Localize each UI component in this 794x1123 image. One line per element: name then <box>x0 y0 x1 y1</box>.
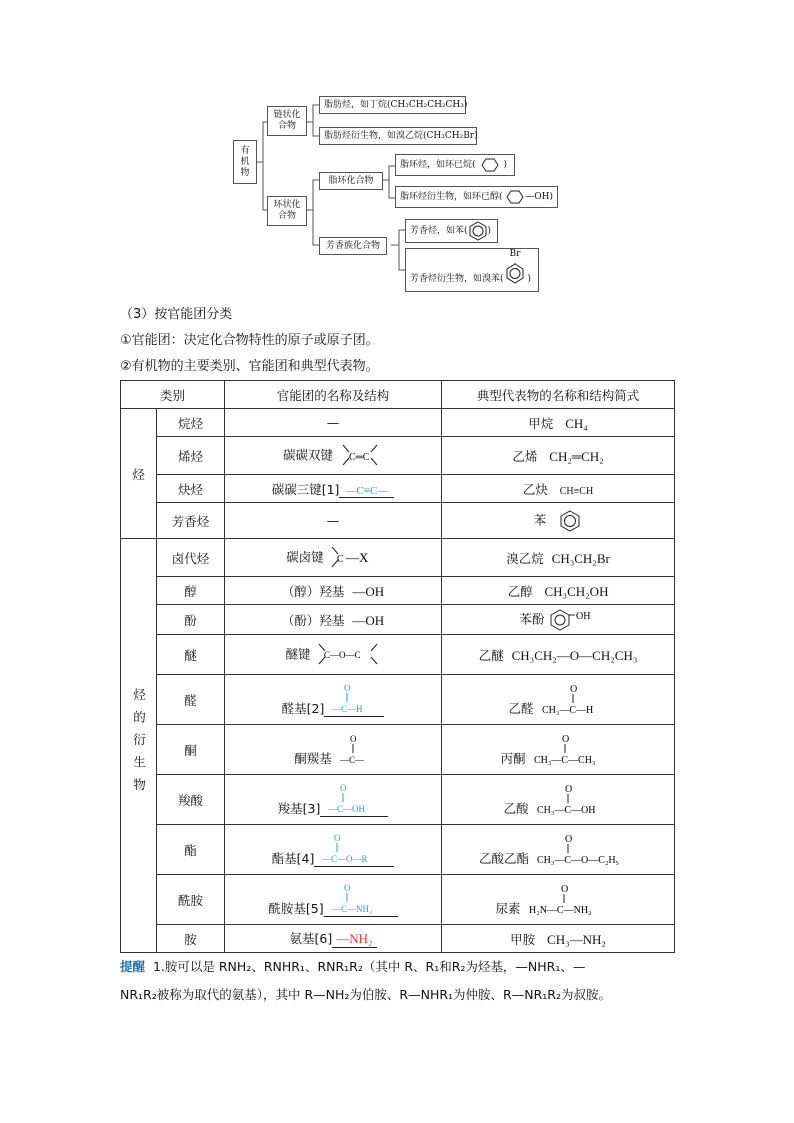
class-cell: 醇 <box>157 577 225 605</box>
rep-cell: 甲胺 CH₃—NH₂ <box>442 925 675 953</box>
class-cell: 酯 <box>157 825 225 875</box>
table-header: 官能团的名称及结构 <box>225 381 442 409</box>
fg-answer: —NH₂ <box>332 931 376 948</box>
svg-text:O: O <box>569 683 577 695</box>
tree-chain-item: 脂肪烃衍生物，如溴乙烷(CH₃CH₂Br) <box>319 127 477 145</box>
class-cell: 炔烃 <box>157 475 225 503</box>
svg-text:O: O <box>561 733 569 745</box>
fg-answer: —C—O—R <box>322 854 368 864</box>
class-cell: 醚 <box>157 635 225 675</box>
table-row <box>121 475 675 503</box>
ketone-structure <box>336 733 372 767</box>
tree-root: 有机物 <box>233 140 257 184</box>
class-cell: 酚 <box>157 605 225 635</box>
class-cell: 酰胺 <box>157 875 225 925</box>
rep-cell: 乙酸乙酯 O CH₃—C—O—C₂H₅ <box>442 825 675 875</box>
rep-cell: 苯酚 OH <box>442 605 675 635</box>
svg-text:O: O <box>560 883 568 895</box>
note-label: 提醒 <box>120 959 146 974</box>
double-bond-structure <box>337 441 383 471</box>
class-cell: 醛 <box>157 675 225 725</box>
note-line: NR₁R₂被称为取代的氨基），其中 R—NH₂为伯胺、R—NHR₁为仲胺、R—NR₁R₂为叔胺。 <box>120 987 611 1002</box>
rep-cell: 丙酮 O CH₃—C—CH₃ <box>442 725 675 775</box>
fg-cell: — <box>225 409 442 437</box>
rep-structure-text: CH₃—C—OH <box>536 804 596 816</box>
table-header: 典型代表物的名称和结构简式 <box>442 381 675 409</box>
fg-cell: （酚）羟基 —OH <box>225 605 442 635</box>
tree-chain-label: 链状化合物 <box>267 106 307 136</box>
class-cell: 烷烃 <box>157 409 225 437</box>
section-line: ①官能团：决定化合物特性的原子或原子团。 <box>120 333 379 348</box>
table-row <box>121 725 675 775</box>
rep-cell: 乙烯 CH₂═CH₂ <box>442 437 675 475</box>
tree-alicyclic-label: 脂环化合物 <box>319 172 383 190</box>
table-row <box>121 605 675 635</box>
rep-cell: 乙醛 O CH₃—C—H <box>442 675 675 725</box>
fg-cell: 碳碳双键 C═C <box>225 437 442 475</box>
class-cell: 酮 <box>157 725 225 775</box>
tree-alicyclic-item: 脂环烃衍生物，如环已醇( —OH) <box>395 186 558 208</box>
class-cell: 烯烃 <box>157 437 225 475</box>
fg-answer: —C—OH <box>328 804 366 814</box>
svg-text:O: O <box>564 783 572 795</box>
rep-structure-text: H₂N—C—NH₂ <box>528 904 592 916</box>
acetaldehyde-structure <box>538 683 608 717</box>
fg-cell: 醚键 C—O—C <box>225 635 442 675</box>
class-cell: 卤代烃 <box>157 539 225 577</box>
table-row <box>121 539 675 577</box>
ester-structure <box>318 832 390 866</box>
fg-cell: 碳卤键 C —X <box>225 539 442 577</box>
ether-structure <box>315 640 381 670</box>
rep-cell: 乙酸 O CH₃—C—OH <box>442 775 675 825</box>
bromobenzene-icon <box>504 263 526 285</box>
tree-aromatic-label: 芳香族化合物 <box>319 237 387 255</box>
svg-text:O: O <box>565 833 573 845</box>
fg-structure-text: —C— <box>339 754 364 765</box>
class-cell: 胺 <box>157 925 225 953</box>
urea-structure <box>525 883 621 917</box>
rep-cell: 尿素 O H₂N—C—NH₂ <box>442 875 675 925</box>
rep-cell: 甲烷 CH₄ <box>442 409 675 437</box>
group-label: 烃 <box>121 409 157 539</box>
table-header: 类别 <box>121 381 225 409</box>
rep-structure-text: CH₃—C—O—C₂H₅ <box>537 854 620 866</box>
acetic-acid-structure <box>533 783 613 817</box>
table-row <box>121 635 675 675</box>
fg-answer: —C—H <box>332 704 363 714</box>
class-cell: 芳香烃 <box>157 503 225 539</box>
fg-answer: —C—NH₂ <box>331 904 372 914</box>
fg-cell: （醇）羟基 —OH <box>225 577 442 605</box>
ethyl-acetate-structure <box>533 833 637 867</box>
fg-cell: 碳碳三键[1] —C≡C— <box>225 475 442 503</box>
tree-ring-label: 环状化合物 <box>267 196 307 226</box>
svg-text:O: O <box>343 883 351 893</box>
table-row <box>121 925 675 953</box>
rep-structure-text: CH₃—C—H <box>541 704 593 716</box>
table-row <box>121 503 675 539</box>
rep-structure-text: OH <box>575 610 590 622</box>
table-row <box>121 875 675 925</box>
svg-text:O: O <box>340 783 347 793</box>
cyclohexane-icon <box>476 157 504 173</box>
fg-cell: 酮羰基 O —C— <box>225 725 442 775</box>
benzene-icon <box>468 221 488 241</box>
note-line: 提醒 1.胺可以是 RNH₂、RNHR₁、RNR₁R₂（其中 R、R₁和R₂为烃基，—NHR₁、— <box>120 959 586 974</box>
tree-aromatic-item: 芳香烃衍生物，如溴苯( Br ) <box>405 248 539 292</box>
table-row <box>121 409 675 437</box>
phenol-structure <box>549 608 597 632</box>
table-row <box>121 775 675 825</box>
svg-text:C: C <box>336 553 344 565</box>
fg-structure-text: C═C <box>349 451 370 463</box>
table-row <box>121 825 675 875</box>
rep-cell: 乙炔 CH≡CH <box>442 475 675 503</box>
benzene-icon <box>558 509 582 533</box>
fg-structure-text: —X <box>345 549 369 565</box>
class-cell: 羧酸 <box>157 775 225 825</box>
rep-structure-text: CH₃—C—CH₃ <box>533 754 595 766</box>
rep-cell: 乙醚 CH₃CH₂—O—CH₂CH₃ <box>442 635 675 675</box>
amide-structure <box>328 882 394 916</box>
rep-cell: 溴乙烷 CH₃CH₂Br <box>442 539 675 577</box>
tree-alicyclic-item: 脂环烃，如环已烷( ) <box>395 154 515 176</box>
acetone-structure <box>530 733 616 767</box>
svg-text:O: O <box>334 833 341 843</box>
rep-cell: 苯 <box>442 503 675 539</box>
fg-answer: —C≡C— <box>339 485 394 498</box>
svg-text:O: O <box>344 683 351 693</box>
fg-cell: 氨基[6] —NH₂ <box>225 925 442 953</box>
fg-cell: 酯基[4] O —C—O—R <box>225 825 442 875</box>
carboxyl-structure <box>324 782 384 816</box>
aldehyde-structure <box>328 682 380 716</box>
table-row <box>121 577 675 605</box>
carbon-halogen-structure <box>328 543 380 573</box>
tree-aromatic-item: 芳香烃，如苯( ) <box>405 219 498 243</box>
table-row <box>121 437 675 475</box>
rep-cell: 乙醇 CH₃CH₂OH <box>442 577 675 605</box>
group-label: 烃的衍生物 <box>121 539 157 953</box>
svg-text:O: O <box>349 733 357 744</box>
table-row <box>121 675 675 725</box>
cyclohexanol-ring-icon <box>503 189 526 205</box>
section-heading: （3）按官能团分类 <box>120 307 233 322</box>
fg-structure-text: C—O—C <box>323 649 361 660</box>
fg-cell: 羧基[3] O —C—OH <box>225 775 442 825</box>
fg-cell: 醛基[2] O —C—H <box>225 675 442 725</box>
tree-chain-item: 脂肪烃，如丁烷(CH₃CH₂CH₂CH₃) <box>319 96 466 114</box>
section-line: ②有机物的主要类别、官能团和典型代表物。 <box>120 359 379 374</box>
fg-cell: 酰胺基[5] O —C—NH₂ <box>225 875 442 925</box>
functional-group-table <box>120 380 675 953</box>
fg-cell: — <box>225 503 442 539</box>
table-header-row <box>121 381 675 409</box>
